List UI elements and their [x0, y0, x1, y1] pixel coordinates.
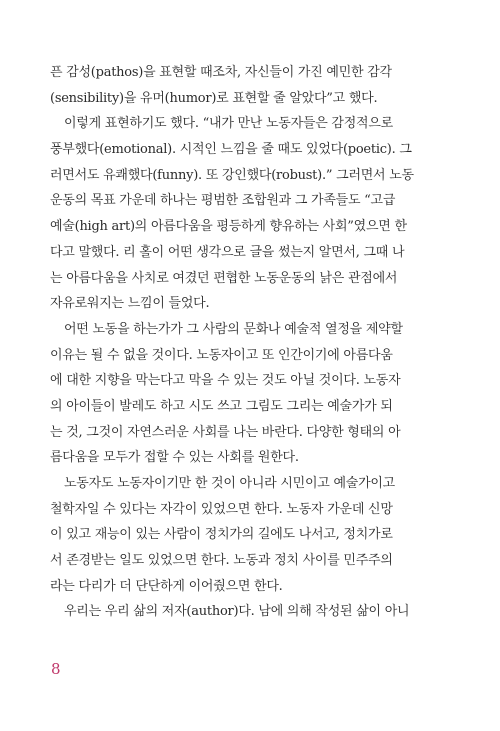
text-line: 는 것, 그것이 자연스러운 사회를 나는 바란다. 다양한 형태의 아 — [50, 424, 401, 440]
text-line: 예술(high art)의 아름다움을 평등하게 향유하는 사회”였으면 한 — [50, 219, 407, 235]
text-line: 운동의 목표 가운데 하나는 평범한 조합원과 그 가족들도 “고급 — [50, 193, 396, 209]
text-line: 이 있고 재능이 있는 사람이 정치가의 길에도 나서고, 정치가로 — [50, 527, 393, 543]
page-number: 8 — [51, 660, 61, 678]
paragraph-start-line: 이렇게 표현하기도 했다. “내가 만난 노동자들은 감정적으로 — [64, 116, 393, 132]
text-line: 에 대한 지향을 막는다고 막을 수 있는 것도 아닐 것이다. 노동자 — [50, 373, 401, 389]
text-line: 는 아름다움을 사치로 여겼던 편협한 노동운동의 낡은 관점에서 — [50, 270, 398, 286]
paragraph-start-line: 어떤 노동을 하는가가 그 사람의 문화나 예술적 열정을 제약할 — [64, 321, 403, 337]
text-line: 러면서도 유쾌했다(funny). 또 강인했다(robust).” 그러면서 노동 — [50, 167, 414, 183]
text-line: (sensibility)을 유머(humor)로 표현할 줄 알았다”고 했다. — [50, 90, 378, 106]
text-line: 서 존경받는 일도 있었으면 한다. 노동과 정치 사이를 민주주의 — [50, 553, 393, 569]
text-line: 철학자일 수 있다는 자각이 있었으면 한다. 노동자 가운데 신망 — [50, 501, 393, 517]
text-line: 이유는 될 수 없을 것이다. 노동자이고 또 인간이기에 아름다움 — [50, 347, 393, 363]
text-line: 풍부했다(emotional). 시적인 느낌을 줄 때도 있었다(poetic). 그 — [50, 142, 412, 158]
text-line: 름다움을 모두가 접할 수 있는 사회를 원한다. — [50, 450, 299, 466]
paragraph-start-line: 우리는 우리 삶의 저자(author)다. 남에 의해 작성된 삶이 아니 — [64, 604, 410, 620]
text-line: 라는 다리가 더 단단하게 이어줬으면 한다. — [50, 578, 283, 594]
paragraph-start-line: 노동자도 노동자이기만 한 것이 아니라 시민이고 예술가이고 — [64, 476, 395, 491]
body-text — [50, 60, 448, 625]
text-line: 의 아이들이 발레도 하고 시도 쓰고 그림도 그리는 예술가가 되 — [50, 398, 393, 414]
text-line: 다고 말했다. 리 홀이 어떤 생각으로 글을 썼는지 알면서, 그때 나 — [50, 244, 405, 260]
text-line: 자유로워지는 느낌이 들었다. — [50, 296, 210, 312]
text-line: 픈 감성(pathos)을 표현할 때조차, 자신들이 가진 예민한 감각 — [50, 65, 392, 80]
